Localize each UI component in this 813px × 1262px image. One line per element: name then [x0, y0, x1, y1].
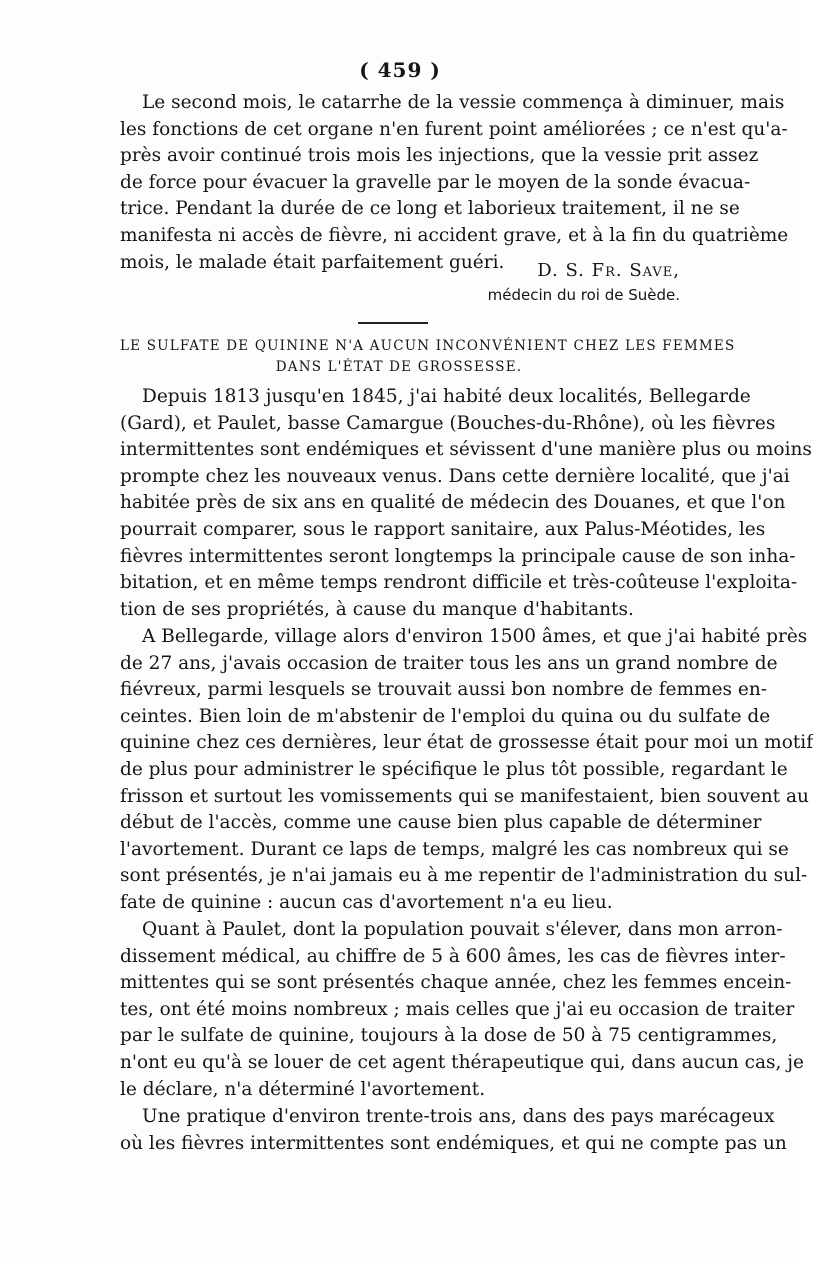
section-divider — [358, 322, 428, 324]
text-line: début de l'accès, comme une cause bien plus capable de déterminer — [120, 812, 762, 834]
text-line: par le sulfate de quinine, toujours à la dose de 50 à 75 centigrammes, — [120, 1025, 778, 1047]
section-heading — [120, 336, 736, 378]
text-line: sont présentés, je n'ai jamais eu à me repentir de l'administration du sul- — [120, 865, 808, 887]
heading-line-2: DANS L'ÉTAT DE GROSSESSE. — [275, 359, 523, 375]
text-line: manifesta ni accès de fièvre, ni accident grave, et à la fin du quatrième — [120, 224, 789, 246]
paragraph-1 — [120, 90, 789, 276]
text-line: de plus pour administrer le spécifique le plus tôt possible, regardant le — [120, 758, 788, 780]
text-line: (Gard), et Paulet, basse Camargue (Bouches-du-Rhône), où les fièvres — [120, 412, 776, 434]
text-line: de force pour évacuer la gravelle par le moyen de la sonde évacua- — [120, 171, 751, 193]
page-number: ( 459 ) — [359, 58, 441, 82]
paragraph-2 — [120, 384, 812, 623]
text-line: intermittentes sont endémiques et sévissent d'une manière plus ou moins — [120, 439, 812, 461]
text-line: mois, le malade était parfaitement guéri. — [120, 251, 505, 273]
text-line: tion de ses propriétés, à cause du manque d'habitants. — [120, 598, 634, 620]
text-line: près avoir continué trois mois les injections, que la vessie prit assez — [120, 145, 759, 167]
text-line: pourrait comparer, sous le rapport sanitaire, aux Palus-Méotides, les — [120, 518, 766, 540]
text-line: fate de quinine : aucun cas d'avortement n'a eu lieu. — [120, 891, 613, 913]
text-line: tes, ont été moins nombreux ; mais celles que j'ai eu occasion de traiter — [120, 998, 795, 1020]
text-line: où les fièvres intermittentes sont endémiques, et qui ne compte pas un — [120, 1132, 787, 1154]
text-line: n'ont eu qu'à se louer de cet agent thérapeutique qui, dans aucun cas, je — [120, 1051, 804, 1073]
text-line: prompte chez les nouveaux venus. Dans cette dernière localité, que j'ai — [120, 465, 790, 487]
signature-name: D. S. Fr. Save, — [537, 260, 680, 281]
text-line: Depuis 1813 jusqu'en 1845, j'ai habité deux localités, Bellegarde — [142, 386, 751, 407]
text-line: Une pratique d'environ trente-trois ans, dans des pays marécageux — [142, 1106, 775, 1127]
signature-title: médecin du roi de Suède. — [487, 286, 680, 304]
paragraph-3 — [120, 624, 813, 917]
text-line: frisson et surtout les vomissements qui se manifestaient, bien souvent au — [120, 785, 809, 807]
text-line: ceintes. Bien loin de m'abstenir de l'emploi du quina ou du sulfate de — [120, 705, 771, 727]
paragraph-5 — [120, 1104, 787, 1157]
text-line: bitation, et en même temps rendront difficile et très-coûteuse l'exploita- — [120, 572, 798, 594]
text-line: Le second mois, le catarrhe de la vessie commença à diminuer, mais — [142, 92, 785, 113]
signature — [380, 258, 680, 306]
text-line: l'avortement. Durant ce laps de temps, malgré les cas nombreux qui se — [120, 838, 789, 860]
text-line: dissement médical, au chiffre de 5 à 600 âmes, les cas de fièvres inter- — [120, 945, 786, 967]
heading-line-1: LE SULFATE DE QUININE N'A AUCUN INCONVÉNIENT CHEZ LES FEMMES — [120, 338, 736, 354]
text-line: fièvres intermittentes seront longtemps la principale cause de son inha- — [120, 545, 796, 567]
text-line: le déclare, n'a déterminé l'avortement. — [120, 1078, 486, 1100]
text-line: de 27 ans, j'avais occasion de traiter tous les ans un grand nombre de — [120, 652, 778, 674]
text-line: Quant à Paulet, dont la population pouvait s'élever, dans mon arron- — [142, 919, 783, 940]
text-line: quinine chez ces dernières, leur état de grossesse était pour moi un motif — [120, 732, 813, 754]
text-line: habitée près de six ans en qualité de médecin des Douanes, et que l'on — [120, 492, 786, 514]
text-line: mittentes qui se sont présentés chaque année, chez les femmes encein- — [120, 972, 792, 994]
paragraph-4 — [120, 917, 804, 1103]
text-line: A Bellegarde, village alors d'environ 1500 âmes, et que j'ai habité près — [142, 626, 808, 647]
text-line: les fonctions de cet organe n'en furent point améliorées ; ce n'est qu'a- — [120, 118, 788, 140]
text-line: fiévreux, parmi lesquels se trouvait aussi bon nombre de femmes en- — [120, 679, 768, 701]
text-line: trice. Pendant la durée de ce long et laborieux traitement, il ne se — [120, 198, 740, 220]
